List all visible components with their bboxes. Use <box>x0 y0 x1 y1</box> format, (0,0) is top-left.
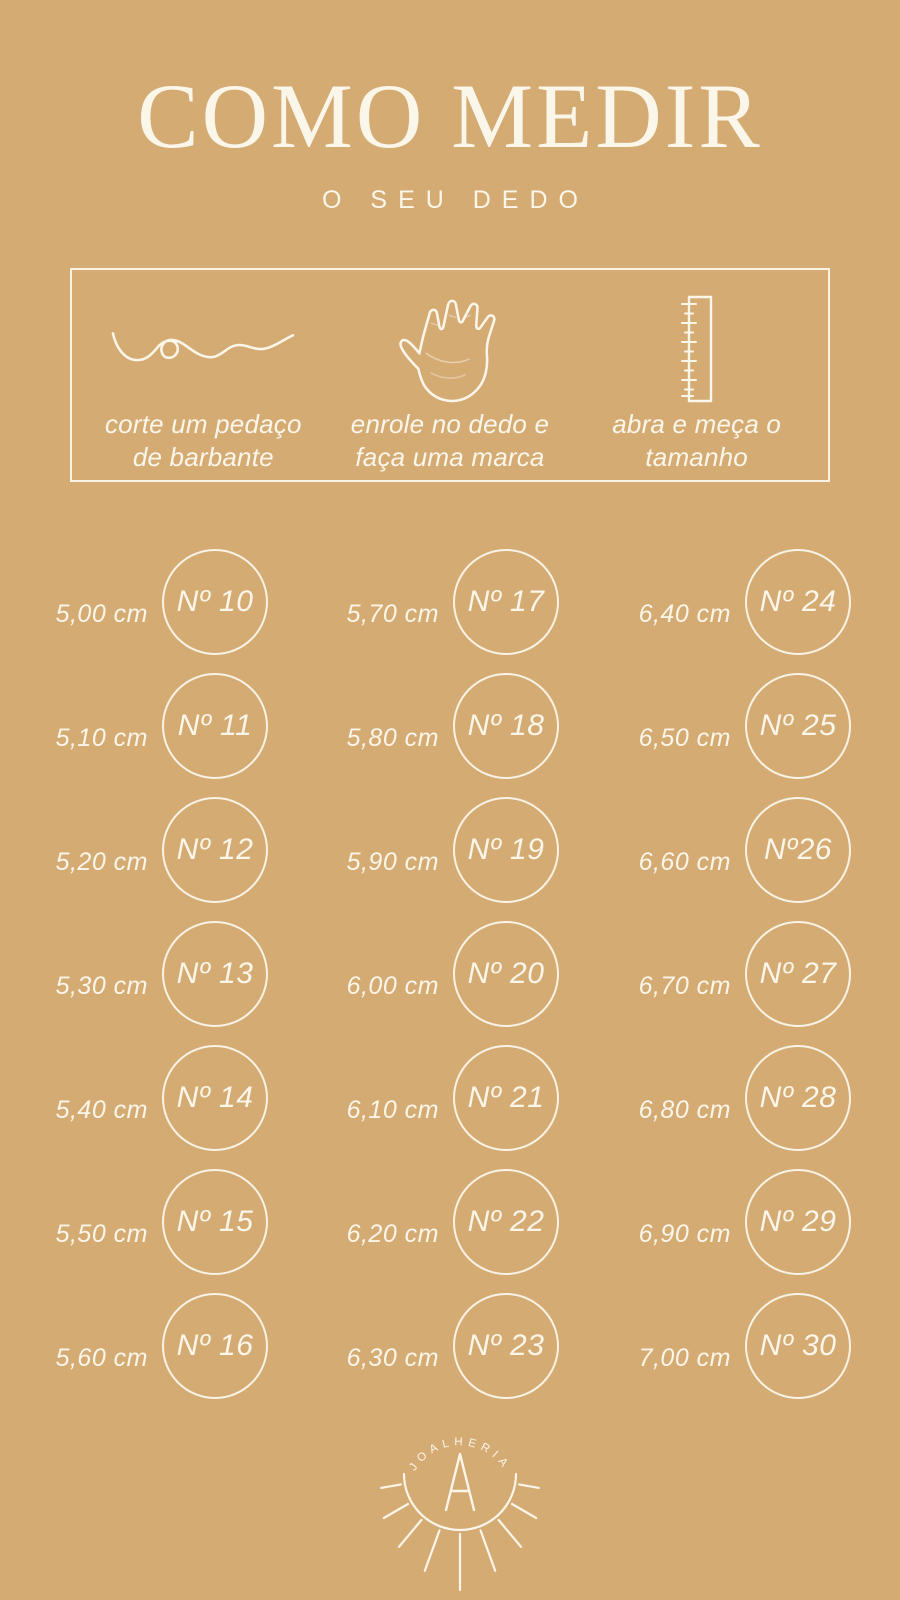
ring-size-circle: Nº 11 <box>162 673 268 779</box>
ring-size-circle: Nº 13 <box>162 921 268 1027</box>
step-caption-line: faça uma marca <box>355 441 545 472</box>
size-row <box>600 664 900 788</box>
size-row <box>300 1160 600 1284</box>
ring-size-circle: Nº26 <box>745 797 851 903</box>
measurement-label: 6,40 cm <box>638 599 731 628</box>
size-row <box>600 540 900 664</box>
measurement-label: 6,80 cm <box>638 1095 731 1124</box>
size-row <box>600 1284 900 1408</box>
ring-size-circle: Nº 16 <box>162 1293 268 1399</box>
ring-size-circle: Nº 10 <box>162 549 268 655</box>
size-row <box>0 1160 300 1284</box>
header <box>0 0 900 215</box>
ring-size-circle: Nº 19 <box>453 797 559 903</box>
size-row <box>600 1036 900 1160</box>
measurement-label: 5,40 cm <box>55 1095 148 1124</box>
measurement-label: 5,70 cm <box>346 599 439 628</box>
measurement-label: 5,50 cm <box>55 1219 148 1248</box>
instructions-box <box>70 268 830 482</box>
size-row <box>300 912 600 1036</box>
size-row <box>300 664 600 788</box>
measurement-label: 5,60 cm <box>55 1343 148 1372</box>
size-row <box>300 788 600 912</box>
ring-size-circle: Nº 21 <box>453 1045 559 1151</box>
step-wrap-finger <box>327 292 574 480</box>
ring-size-circle: Nº 17 <box>453 549 559 655</box>
size-grid <box>0 540 900 1408</box>
logo-sun-rays <box>381 1484 539 1590</box>
measurement-label: 6,10 cm <box>346 1095 439 1124</box>
page-title: COMO MEDIR <box>137 65 763 167</box>
measurement-label: 5,80 cm <box>346 723 439 752</box>
measurement-label: 7,00 cm <box>638 1343 731 1372</box>
ring-size-circle: Nº 14 <box>162 1045 268 1151</box>
measurement-label: 6,00 cm <box>346 971 439 1000</box>
ring-size-circle: Nº 29 <box>745 1169 851 1275</box>
step-caption-line: corte um pedaço <box>104 409 302 439</box>
size-row <box>0 1036 300 1160</box>
measurement-label: 6,60 cm <box>638 847 731 876</box>
size-row <box>600 1160 900 1284</box>
step-caption-line: abra e meça o <box>612 409 782 439</box>
size-row <box>0 1284 300 1408</box>
measurement-label: 6,50 cm <box>638 723 731 752</box>
measurement-label: 5,90 cm <box>346 847 439 876</box>
size-row <box>600 912 900 1036</box>
size-row <box>300 540 600 664</box>
size-row <box>0 664 300 788</box>
ring-size-circle: Nº 22 <box>453 1169 559 1275</box>
measurement-label: 6,30 cm <box>346 1343 439 1372</box>
size-row <box>0 912 300 1036</box>
step-measure <box>573 292 820 480</box>
size-row <box>600 788 900 912</box>
step-caption-line: de barbante <box>132 441 274 472</box>
ring-size-circle: Nº 15 <box>162 1169 268 1275</box>
step-caption <box>612 408 781 473</box>
step-cut-string <box>80 292 327 480</box>
ring-size-circle: Nº 25 <box>745 673 851 779</box>
ring-size-circle: Nº 18 <box>453 673 559 779</box>
measurement-label: 6,90 cm <box>638 1219 731 1248</box>
step-caption-line: enrole no dedo e <box>350 409 550 439</box>
step-caption <box>351 408 549 473</box>
measurement-label: 5,30 cm <box>55 971 148 1000</box>
ring-size-circle: Nº 30 <box>745 1293 851 1399</box>
ring-size-circle: Nº 27 <box>745 921 851 1027</box>
hand-icon <box>399 292 501 406</box>
brand-logo <box>350 1392 570 1597</box>
measurement-label: 5,10 cm <box>55 723 148 752</box>
measurement-label: 5,00 cm <box>55 599 148 628</box>
page-subtitle: O SEU DEDO <box>322 186 589 214</box>
size-row <box>0 540 300 664</box>
ring-size-circle: Nº 28 <box>745 1045 851 1151</box>
measurement-label: 6,70 cm <box>638 971 731 1000</box>
size-row <box>0 788 300 912</box>
size-row <box>300 1284 600 1408</box>
ruler-icon <box>680 292 714 406</box>
size-row <box>300 1036 600 1160</box>
step-caption-line: tamanho <box>645 441 748 472</box>
ring-size-circle: Nº 24 <box>745 549 851 655</box>
ring-size-circle: Nº 23 <box>453 1293 559 1399</box>
ring-size-circle: Nº 20 <box>453 921 559 1027</box>
step-caption <box>105 408 302 473</box>
measurement-label: 6,20 cm <box>346 1219 439 1248</box>
measurement-label: 5,20 cm <box>55 847 148 876</box>
logo-monogram-a <box>446 1454 474 1510</box>
logo-arc-text: JOALHERIA <box>407 1436 513 1474</box>
string-icon <box>110 292 296 406</box>
ring-size-circle: Nº 12 <box>162 797 268 903</box>
